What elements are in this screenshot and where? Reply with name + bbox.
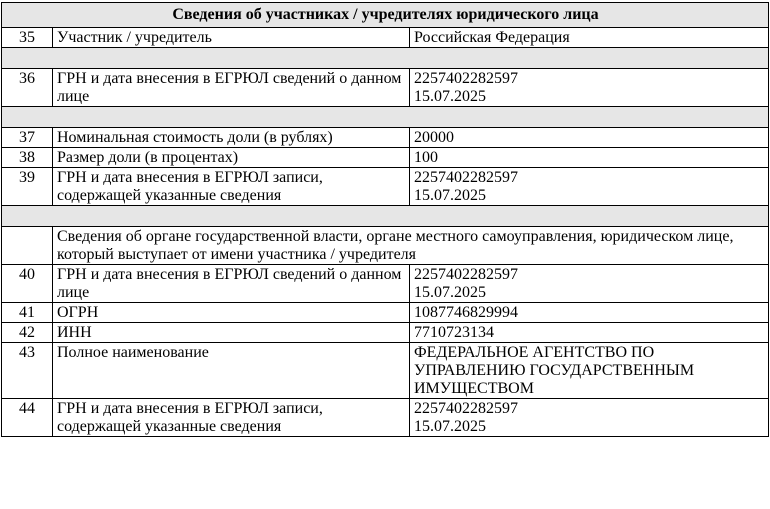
row-label: ГРН и дата внесения в ЕГРЮЛ записи, содержащей указанные сведения [53,399,410,437]
egrul-participants-table [1,2,769,437]
row-number: 41 [2,303,53,323]
row-value: 2257402282597 15.07.2025 [410,265,769,303]
table-row [2,265,769,303]
row-value: 20000 [410,128,769,148]
separator-row [2,206,769,227]
row-label: Полное наименование [53,343,410,399]
section-title: Сведения об органе государственной власти, органе местного самоуправления, юридическом лице, который выступает от имени участника / учредителя [53,227,769,265]
row-number: 44 [2,399,53,437]
row-value: 100 [410,148,769,168]
row-number: 35 [2,28,53,48]
row-number: 43 [2,343,53,399]
table-row [2,303,769,323]
separator-row [2,48,769,69]
section-row [2,227,769,265]
row-number: 37 [2,128,53,148]
row-label: ОГРН [53,303,410,323]
table-row [2,323,769,343]
section-number-empty [2,227,53,265]
table-row [2,343,769,399]
separator-row [2,107,769,128]
table-row [2,168,769,206]
row-label: ГРН и дата внесения в ЕГРЮЛ сведений о данном лице [53,265,410,303]
row-value: 2257402282597 15.07.2025 [410,399,769,437]
row-label: ГРН и дата внесения в ЕГРЮЛ записи, содержащей указанные сведения [53,168,410,206]
table-title: Сведения об участниках / учредителях юридического лица [2,3,769,28]
row-value: 2257402282597 15.07.2025 [410,168,769,206]
row-number: 36 [2,69,53,107]
row-number: 40 [2,265,53,303]
table-row [2,28,769,48]
row-label: Размер доли (в процентах) [53,148,410,168]
row-value: 1087746829994 [410,303,769,323]
row-number: 38 [2,148,53,168]
table-row [2,399,769,437]
table-row [2,148,769,168]
row-number: 42 [2,323,53,343]
table-header-row [2,3,769,28]
table-row [2,128,769,148]
row-label: Номинальная стоимость доли (в рублях) [53,128,410,148]
row-value: 7710723134 [410,323,769,343]
row-value: ФЕДЕРАЛЬНОЕ АГЕНТСТВО ПО УПРАВЛЕНИЮ ГОСУДАРСТВЕННЫМ ИМУЩЕСТВОМ [410,343,769,399]
table-row [2,69,769,107]
row-label: ГРН и дата внесения в ЕГРЮЛ сведений о данном лице [53,69,410,107]
row-number: 39 [2,168,53,206]
row-label: Участник / учредитель [53,28,410,48]
row-label: ИНН [53,323,410,343]
row-value: Российская Федерация [410,28,769,48]
row-value: 2257402282597 15.07.2025 [410,69,769,107]
